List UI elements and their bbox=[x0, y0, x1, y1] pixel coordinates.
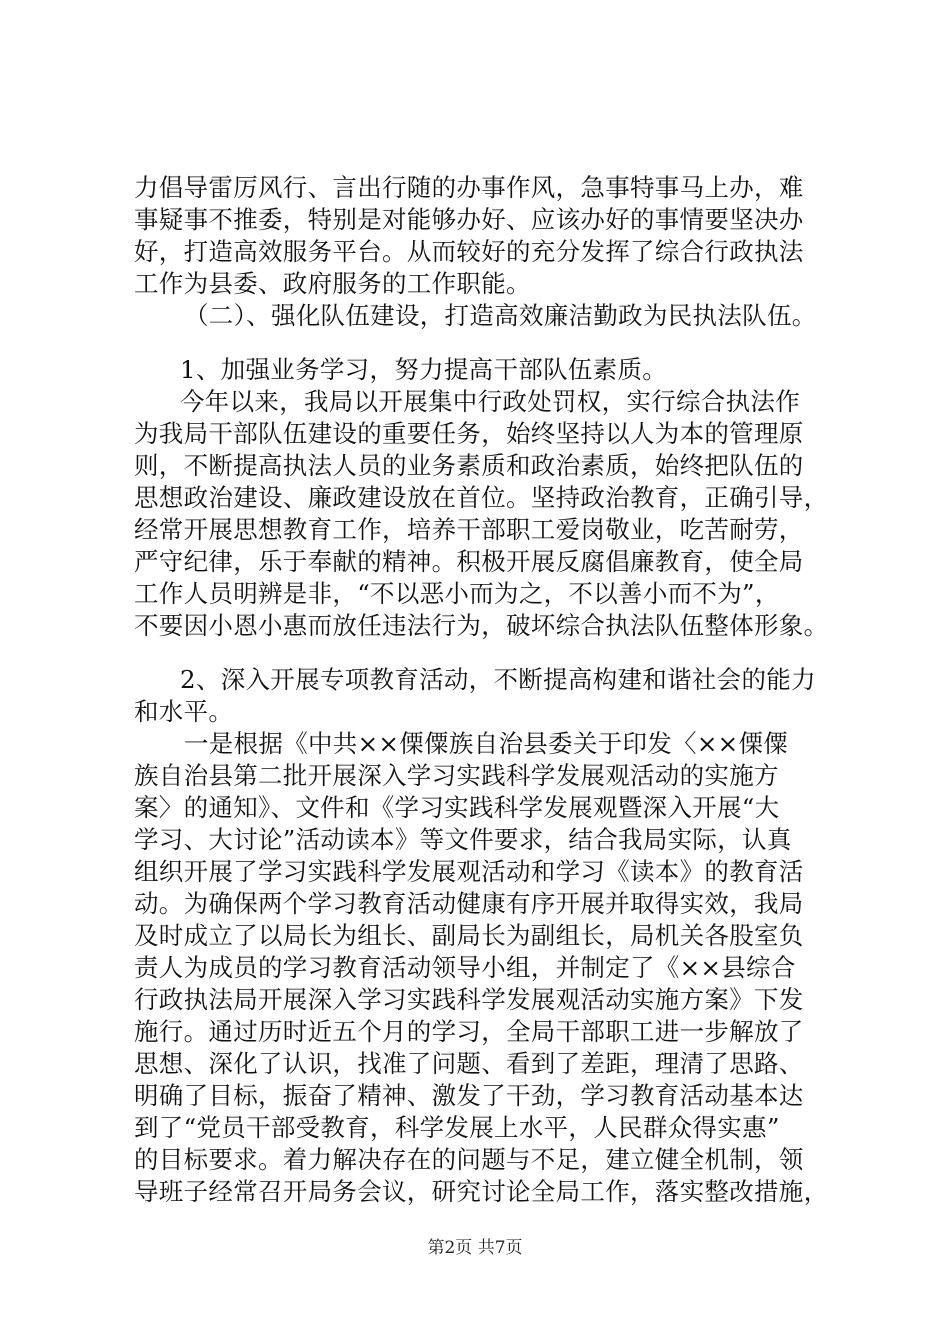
paragraph-line: 施行。通过历时近五个月的学习，全局干部职工进一步解放了 bbox=[134, 1017, 804, 1046]
paragraph-line: 及时成立了以局长为组长、副局长为副组长，局机关各股室负 bbox=[134, 921, 804, 950]
paragraph-line: 为我局干部队伍建设的重要任务，始终坚持以人为本的管理原 bbox=[134, 419, 804, 448]
paragraph-line: 组织开展了学习实践科学发展观活动和学习《读本》的教育活 bbox=[134, 857, 804, 886]
paragraph-line: 动。为确保两个学习教育活动健康有序开展并取得实效，我局 bbox=[134, 889, 804, 918]
section-heading: （二）、强化队伍建设，打造高效廉洁勤政为民执法队伍。 bbox=[184, 301, 817, 330]
paragraph-line: 一是根据《中共××傈僳族自治县委关于印发〈××傈僳 bbox=[184, 729, 789, 758]
paragraph-line: 事疑事不推委，特别是对能够办好、应该办好的事情要坚决办 bbox=[134, 205, 804, 234]
paragraph-line: 工作为县委、政府服务的工作职能。 bbox=[134, 269, 531, 298]
paragraph-line: 工作人员明辨是非，“不以恶小而为之，不以善小而不为”， bbox=[134, 579, 780, 608]
paragraph-line: 思想、深化了认识，找准了问题、看到了差距，理清了思路、 bbox=[134, 1049, 804, 1078]
paragraph-line: 责人为成员的学习教育活动领导小组，并制定了《××县综合 bbox=[134, 953, 796, 982]
paragraph-line: 明确了目标，振奋了精神、激发了干劲，学习教育活动基本达 bbox=[134, 1081, 804, 1110]
page-footer: 第2页 共7页 bbox=[427, 1238, 523, 1258]
paragraph-line: 行政执法局开展深入学习实践科学发展观活动实施方案》下发 bbox=[134, 985, 804, 1014]
subsection-heading: 2、深入开展专项教育活动，不断提高构建和谐社会的能力 bbox=[180, 665, 816, 694]
paragraph-line: 好，打造高效服务平台。从而较好的充分发挥了综合行政执法 bbox=[134, 237, 804, 266]
paragraph-line: 的目标要求。着力解决存在的问题与不足，建立健全机制，领 bbox=[134, 1145, 804, 1174]
paragraph-line: 导班子经常召开局务会议，研究讨论全局工作，落实整改措施， bbox=[134, 1177, 829, 1206]
paragraph-line: 今年以来，我局以开展集中行政处罚权，实行综合执法作 bbox=[180, 387, 800, 416]
subsection-heading-continued: 和水平。 bbox=[134, 697, 234, 726]
paragraph-line: 则，不断提高执法人员的业务素质和政治素质，始终把队伍的 bbox=[134, 451, 804, 480]
paragraph-line: 思想政治建设、廉政建设放在首位。坚持政治教育，正确引导， bbox=[134, 483, 829, 512]
paragraph-line: 严守纪律，乐于奉献的精神。积极开展反腐倡廉教育，使全局 bbox=[134, 547, 804, 576]
paragraph-line: 到了“党员干部受教育，科学发展上水平，人民群众得实惠” bbox=[134, 1113, 780, 1142]
paragraph-line: 不要因小恩小惠而放任违法行为，破坏综合执法队伍整体形象。 bbox=[134, 611, 829, 640]
paragraph-line: 学习、大讨论”活动读本》等文件要求，结合我局实际，认真 bbox=[134, 825, 792, 854]
paragraph-line: 族自治县第二批开展深入学习实践科学发展观活动的实施方 bbox=[134, 761, 779, 790]
paragraph-line: 经常开展思想教育工作，培养干部职工爱岗敬业，吃苦耐劳， bbox=[134, 515, 804, 544]
subsection-heading: 1、加强业务学习，努力提高干部队伍素质。 bbox=[180, 355, 668, 384]
paragraph-line: 案〉的通知》、文件和《学习实践科学发展观暨深入开展“大 bbox=[134, 793, 780, 822]
paragraph-line: 力倡导雷厉风行、言出行随的办事作风，急事特事马上办，难 bbox=[134, 173, 804, 202]
